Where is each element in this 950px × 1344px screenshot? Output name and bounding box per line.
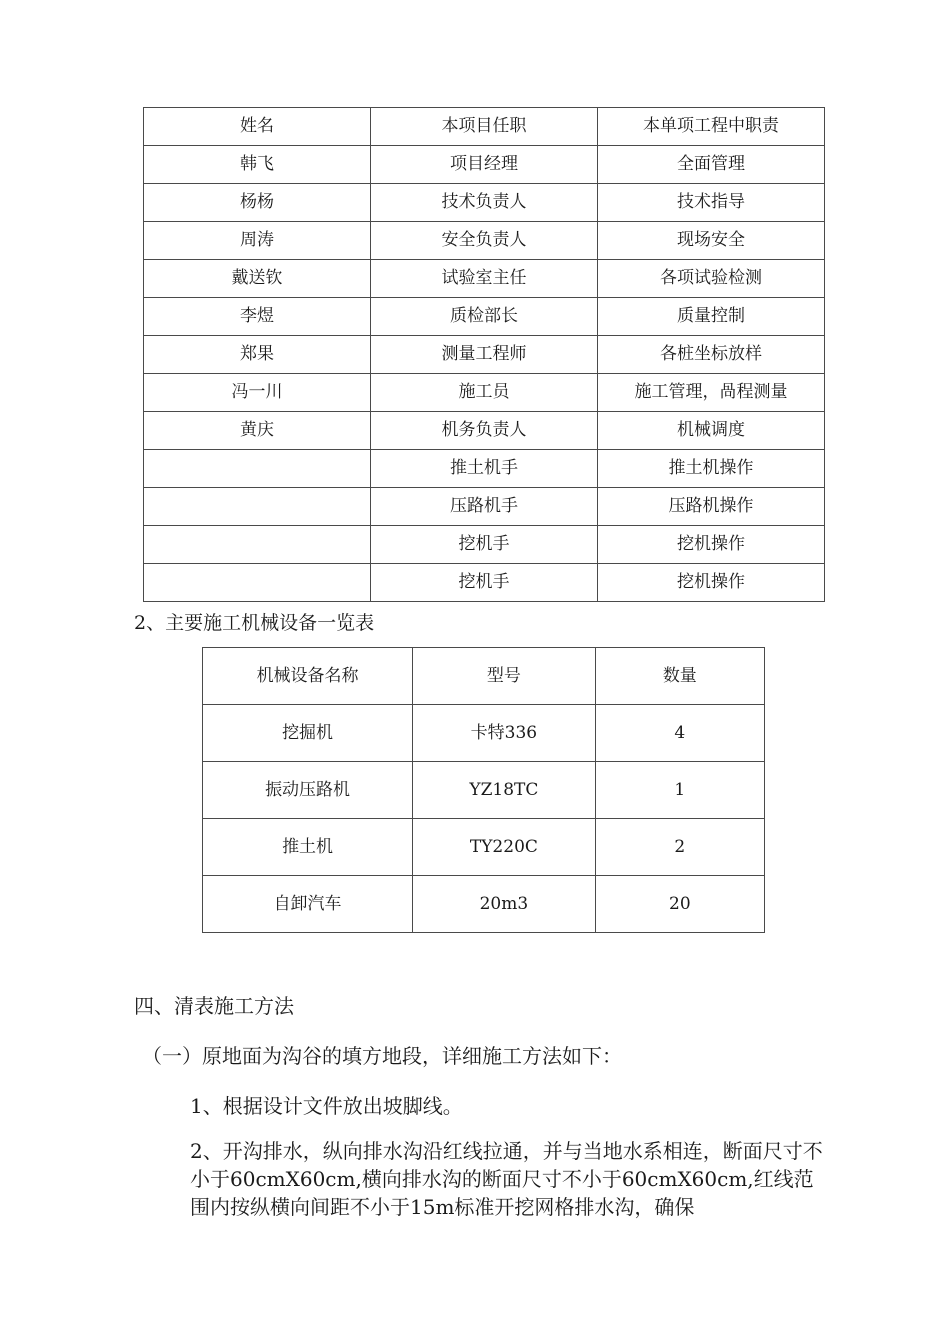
equipment-table-header (203, 648, 765, 705)
staff-role-cell: 施工员 (370, 374, 597, 412)
table-row (144, 488, 825, 526)
table-row (144, 564, 825, 602)
staff-role-cell: 挖机手 (370, 526, 597, 564)
table-row (144, 146, 825, 184)
equipment-table (202, 647, 765, 933)
staff-name-cell: 戴送钦 (144, 260, 371, 298)
table-row (144, 374, 825, 412)
staff-role-cell: 压路机手 (370, 488, 597, 526)
table-row (144, 336, 825, 374)
table-row (203, 705, 765, 762)
equipment-quantity-cell: 20 (595, 876, 764, 933)
staff-duty-cell: 施工管理，咼程测量 (597, 374, 824, 412)
staff-duty-cell: 各项试验检测 (597, 260, 824, 298)
staff-duty-cell: 机械调度 (597, 412, 824, 450)
staff-duty-cell: 挖机操作 (597, 526, 824, 564)
subsection-heading: （一）原地面为沟谷的填方地段，详细施工方法如下： (142, 1044, 622, 1068)
staff-duty-cell: 全面管理 (597, 146, 824, 184)
equipment-name-cell: 挖掘机 (203, 705, 413, 762)
staff-role-cell: 安全负责人 (370, 222, 597, 260)
staff-duty-cell: 压路机操作 (597, 488, 824, 526)
staff-duty-cell: 质量控制 (597, 298, 824, 336)
staff-role-cell: 技术负责人 (370, 184, 597, 222)
table-row (203, 819, 765, 876)
staff-role-cell: 测量工程师 (370, 336, 597, 374)
header-cell-role: 本项目任职 (370, 108, 597, 146)
equipment-name-cell: 振动压路机 (203, 762, 413, 819)
table-row (203, 762, 765, 819)
staff-table (143, 107, 825, 602)
staff-duty-cell: 现场安全 (597, 222, 824, 260)
header-cell-model: 型号 (413, 648, 596, 705)
table-row (144, 298, 825, 336)
staff-role-cell: 挖机手 (370, 564, 597, 602)
equipment-quantity-cell: 2 (595, 819, 764, 876)
header-cell-quantity: 数量 (595, 648, 764, 705)
table-row (203, 876, 765, 933)
header-cell-name: 姓名 (144, 108, 371, 146)
staff-name-cell: 李煜 (144, 298, 371, 336)
staff-name-cell: 周涛 (144, 222, 371, 260)
staff-role-cell: 项目经理 (370, 146, 597, 184)
staff-name-cell: 杨杨 (144, 184, 371, 222)
staff-duty-cell: 推土机操作 (597, 450, 824, 488)
staff-role-cell: 推土机手 (370, 450, 597, 488)
equipment-model-cell: YZ18TC (413, 762, 596, 819)
equipment-model-cell: TY220C (413, 819, 596, 876)
staff-name-cell: 韩飞 (144, 146, 371, 184)
table-row (144, 450, 825, 488)
staff-role-cell: 质检部长 (370, 298, 597, 336)
equipment-quantity-cell: 1 (595, 762, 764, 819)
method-step-2: 2、开沟排水，纵向排水沟沿红线拉通，并与当地水系相连，断面尺寸不小于60cmX60cm,横向排水沟的断面尺寸不小于60cmX60cm,红线范围内按纵横向间距不小于15m标准开挖网格排水沟，确保 (190, 1139, 823, 1219)
method-step-1: 1、根据设计文件放出坡脚线。 (190, 1094, 463, 1118)
table-row (144, 526, 825, 564)
staff-duty-cell: 各桩坐标放样 (597, 336, 824, 374)
staff-name-cell: 冯一川 (144, 374, 371, 412)
table-row (144, 412, 825, 450)
staff-name-cell (144, 526, 371, 564)
equipment-model-cell: 20m3 (413, 876, 596, 933)
staff-duty-cell: 挖机操作 (597, 564, 824, 602)
table-row (144, 184, 825, 222)
equipment-table-title: 2、主要施工机械设备一览表 (134, 612, 375, 634)
staff-name-cell: 黄庆 (144, 412, 371, 450)
staff-name-cell (144, 488, 371, 526)
staff-role-cell: 试验室主任 (370, 260, 597, 298)
section-heading: 四、清表施工方法 (134, 994, 294, 1018)
equipment-name-cell: 推土机 (203, 819, 413, 876)
staff-duty-cell: 技术指导 (597, 184, 824, 222)
table-row (144, 222, 825, 260)
staff-table-header (144, 108, 825, 146)
table-row (144, 260, 825, 298)
staff-name-cell (144, 450, 371, 488)
header-cell-equipment-name: 机械设备名称 (203, 648, 413, 705)
header-cell-duty: 本单项工程中职责 (597, 108, 824, 146)
staff-name-cell: 郑果 (144, 336, 371, 374)
equipment-model-cell: 卡特336 (413, 705, 596, 762)
equipment-quantity-cell: 4 (595, 705, 764, 762)
staff-name-cell (144, 564, 371, 602)
equipment-name-cell: 自卸汽车 (203, 876, 413, 933)
staff-role-cell: 机务负责人 (370, 412, 597, 450)
